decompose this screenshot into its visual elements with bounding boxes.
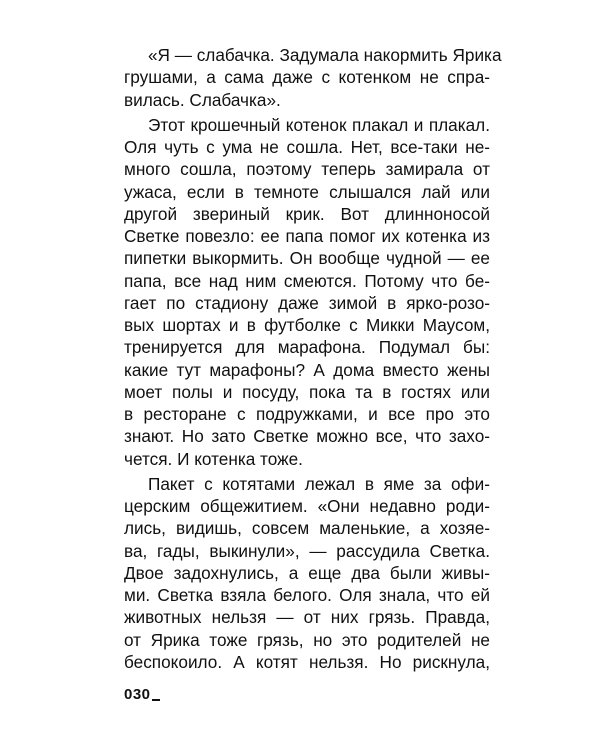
text-line: от Ярика тоже грязь, но это родителей не — [124, 629, 490, 650]
text-line: тренируется для марафона. Подумал бы: — [124, 337, 490, 358]
text-line: гает по стадиону даже зимой в ярко-розо- — [124, 292, 490, 313]
page-number-underscore — [152, 699, 160, 701]
text-line: Двое задохнулись, а еще два были живы- — [124, 562, 490, 583]
text-line: другой звериный крик. Вот длинноносой — [124, 203, 490, 224]
text-line: Оля чуть с ума не сошла. Нет, все-таки не- — [124, 137, 490, 157]
text-line: папа, все над ним смеются. Потому что бе- — [124, 270, 490, 291]
text-line: церским общежитием. «Они недавно роди- — [124, 496, 490, 516]
paragraph — [124, 473, 490, 673]
text-line: ми. Светка взяла белого. Оля знала, что ей — [124, 585, 490, 605]
text-line: грушами, а сама даже с котенком не спра- — [124, 67, 490, 88]
text-line: «Я — слабачка. Задумала накормить Ярика — [148, 45, 502, 65]
text-line: лись, видишь, совсем маленькие, а хозяе- — [124, 518, 490, 539]
text-line: вилась. Слабачка». — [124, 89, 281, 110]
text-line: много сошла, поэтому теперь замирала от — [124, 159, 490, 180]
text-line: какие тут марафоны? А дома вместо жены — [124, 359, 490, 380]
text-line: чется. И котенка тоже. — [124, 448, 303, 469]
text-line: в ресторане с подружками, и все про это — [124, 404, 490, 424]
text-line: Этот крошечный котенок плакал и плакал. — [148, 114, 490, 135]
page-number — [124, 686, 160, 703]
body-text — [124, 44, 502, 676]
text-line: ва, гады, выкинули», — рассудила Светка. — [124, 540, 490, 561]
page-number-text: 030 — [124, 686, 151, 703]
text-line: ужаса, если в темноте слышался лай или — [124, 181, 490, 202]
paragraph — [124, 114, 490, 470]
paragraph — [124, 44, 502, 111]
text-line: моет полы и посуду, пока та в гостях или — [124, 381, 490, 402]
text-line: знают. Но зато Светке можно все, что захо- — [124, 426, 490, 447]
text-line: пипетки выкормить. Он вообще чудной — ее — [124, 248, 490, 269]
text-line: Пакет с котятами лежал в яме за офи- — [148, 473, 490, 494]
text-line: вых шортах и в футболке с Микки Маусом, — [124, 315, 490, 335]
text-line: Светке повезло: ее папа помог их котенка из — [124, 226, 490, 246]
text-line: животных нельзя — от них грязь. Правда, — [124, 607, 490, 628]
text-line: беспокоило. А котят нельзя. Но рискнула, — [124, 651, 490, 672]
